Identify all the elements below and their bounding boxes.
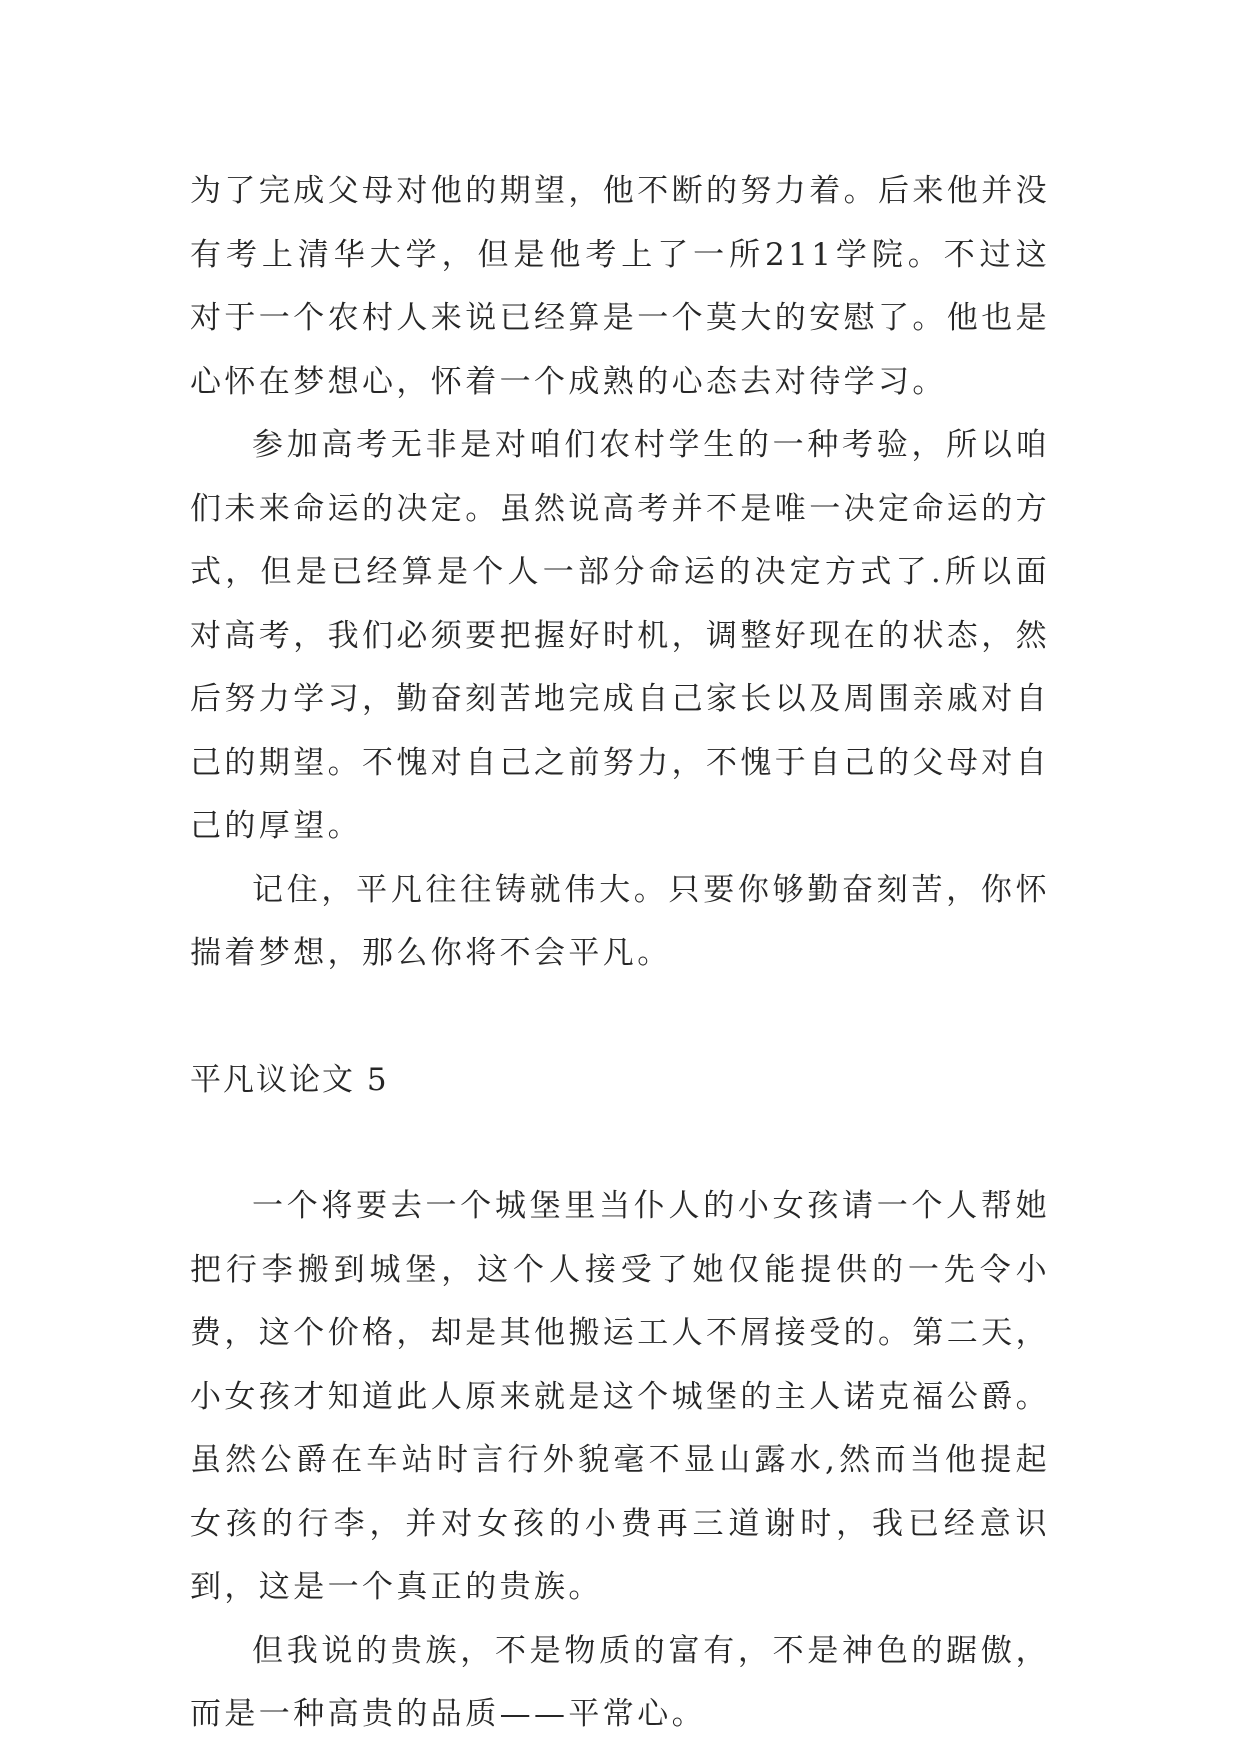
spacer xyxy=(190,986,1050,1049)
paragraph-5: 但我说的贵族，不是物质的富有，不是神色的踞傲，而是一种高贵的品质——平常心。 xyxy=(190,1632,1050,1732)
paragraph-3: 记住，平凡往往铸就伟大。只要你够勤奋刻苦，你怀揣着梦想，那么你将不会平凡。 xyxy=(190,871,1050,971)
section-title: 平凡议论文 5 xyxy=(190,1061,389,1098)
paragraph-1: 为了完成父母对他的期望，他不断的努力着。后来他并没有考上清华大学，但是他考上了一所211学院。不过这对于一个农村人来说已经算是一个莫大的安慰了。他也是心怀在梦想心，怀着一个成熟的心态去对待学习。 xyxy=(190,173,1050,400)
document-body xyxy=(190,160,1050,1747)
paragraph-4: 一个将要去一个城堡里当仆人的小女孩请一个人帮她把行李搬到城堡，这个人接受了她仅能提供的一先令小费，这个价格，却是其他搬运工人不屑接受的。第二天，小女孩才知道此人原来就是这个城堡的主人诺克福公爵。虽然公爵在车站时言行外貌毫不显山露水,然而当他提起女孩的行李，并对女孩的小费再三道谢时，我已经意识到，这是一个真正的贵族。 xyxy=(190,1188,1050,1605)
paragraph-2: 参加高考无非是对咱们农村学生的一种考验，所以咱们未来命运的决定。虽然说高考并不是唯一决定命运的方式，但是已经算是个人一部分命运的决定方式了.所以面对高考，我们必须要把握好时机，调整好现在的状态，然后努力学习，勤奋刻苦地完成自己家长以及周围亲戚对自己的期望。不愧对自己之前努力，不愧于自己的父母对自己的厚望。 xyxy=(190,427,1050,844)
spacer xyxy=(190,1112,1050,1175)
